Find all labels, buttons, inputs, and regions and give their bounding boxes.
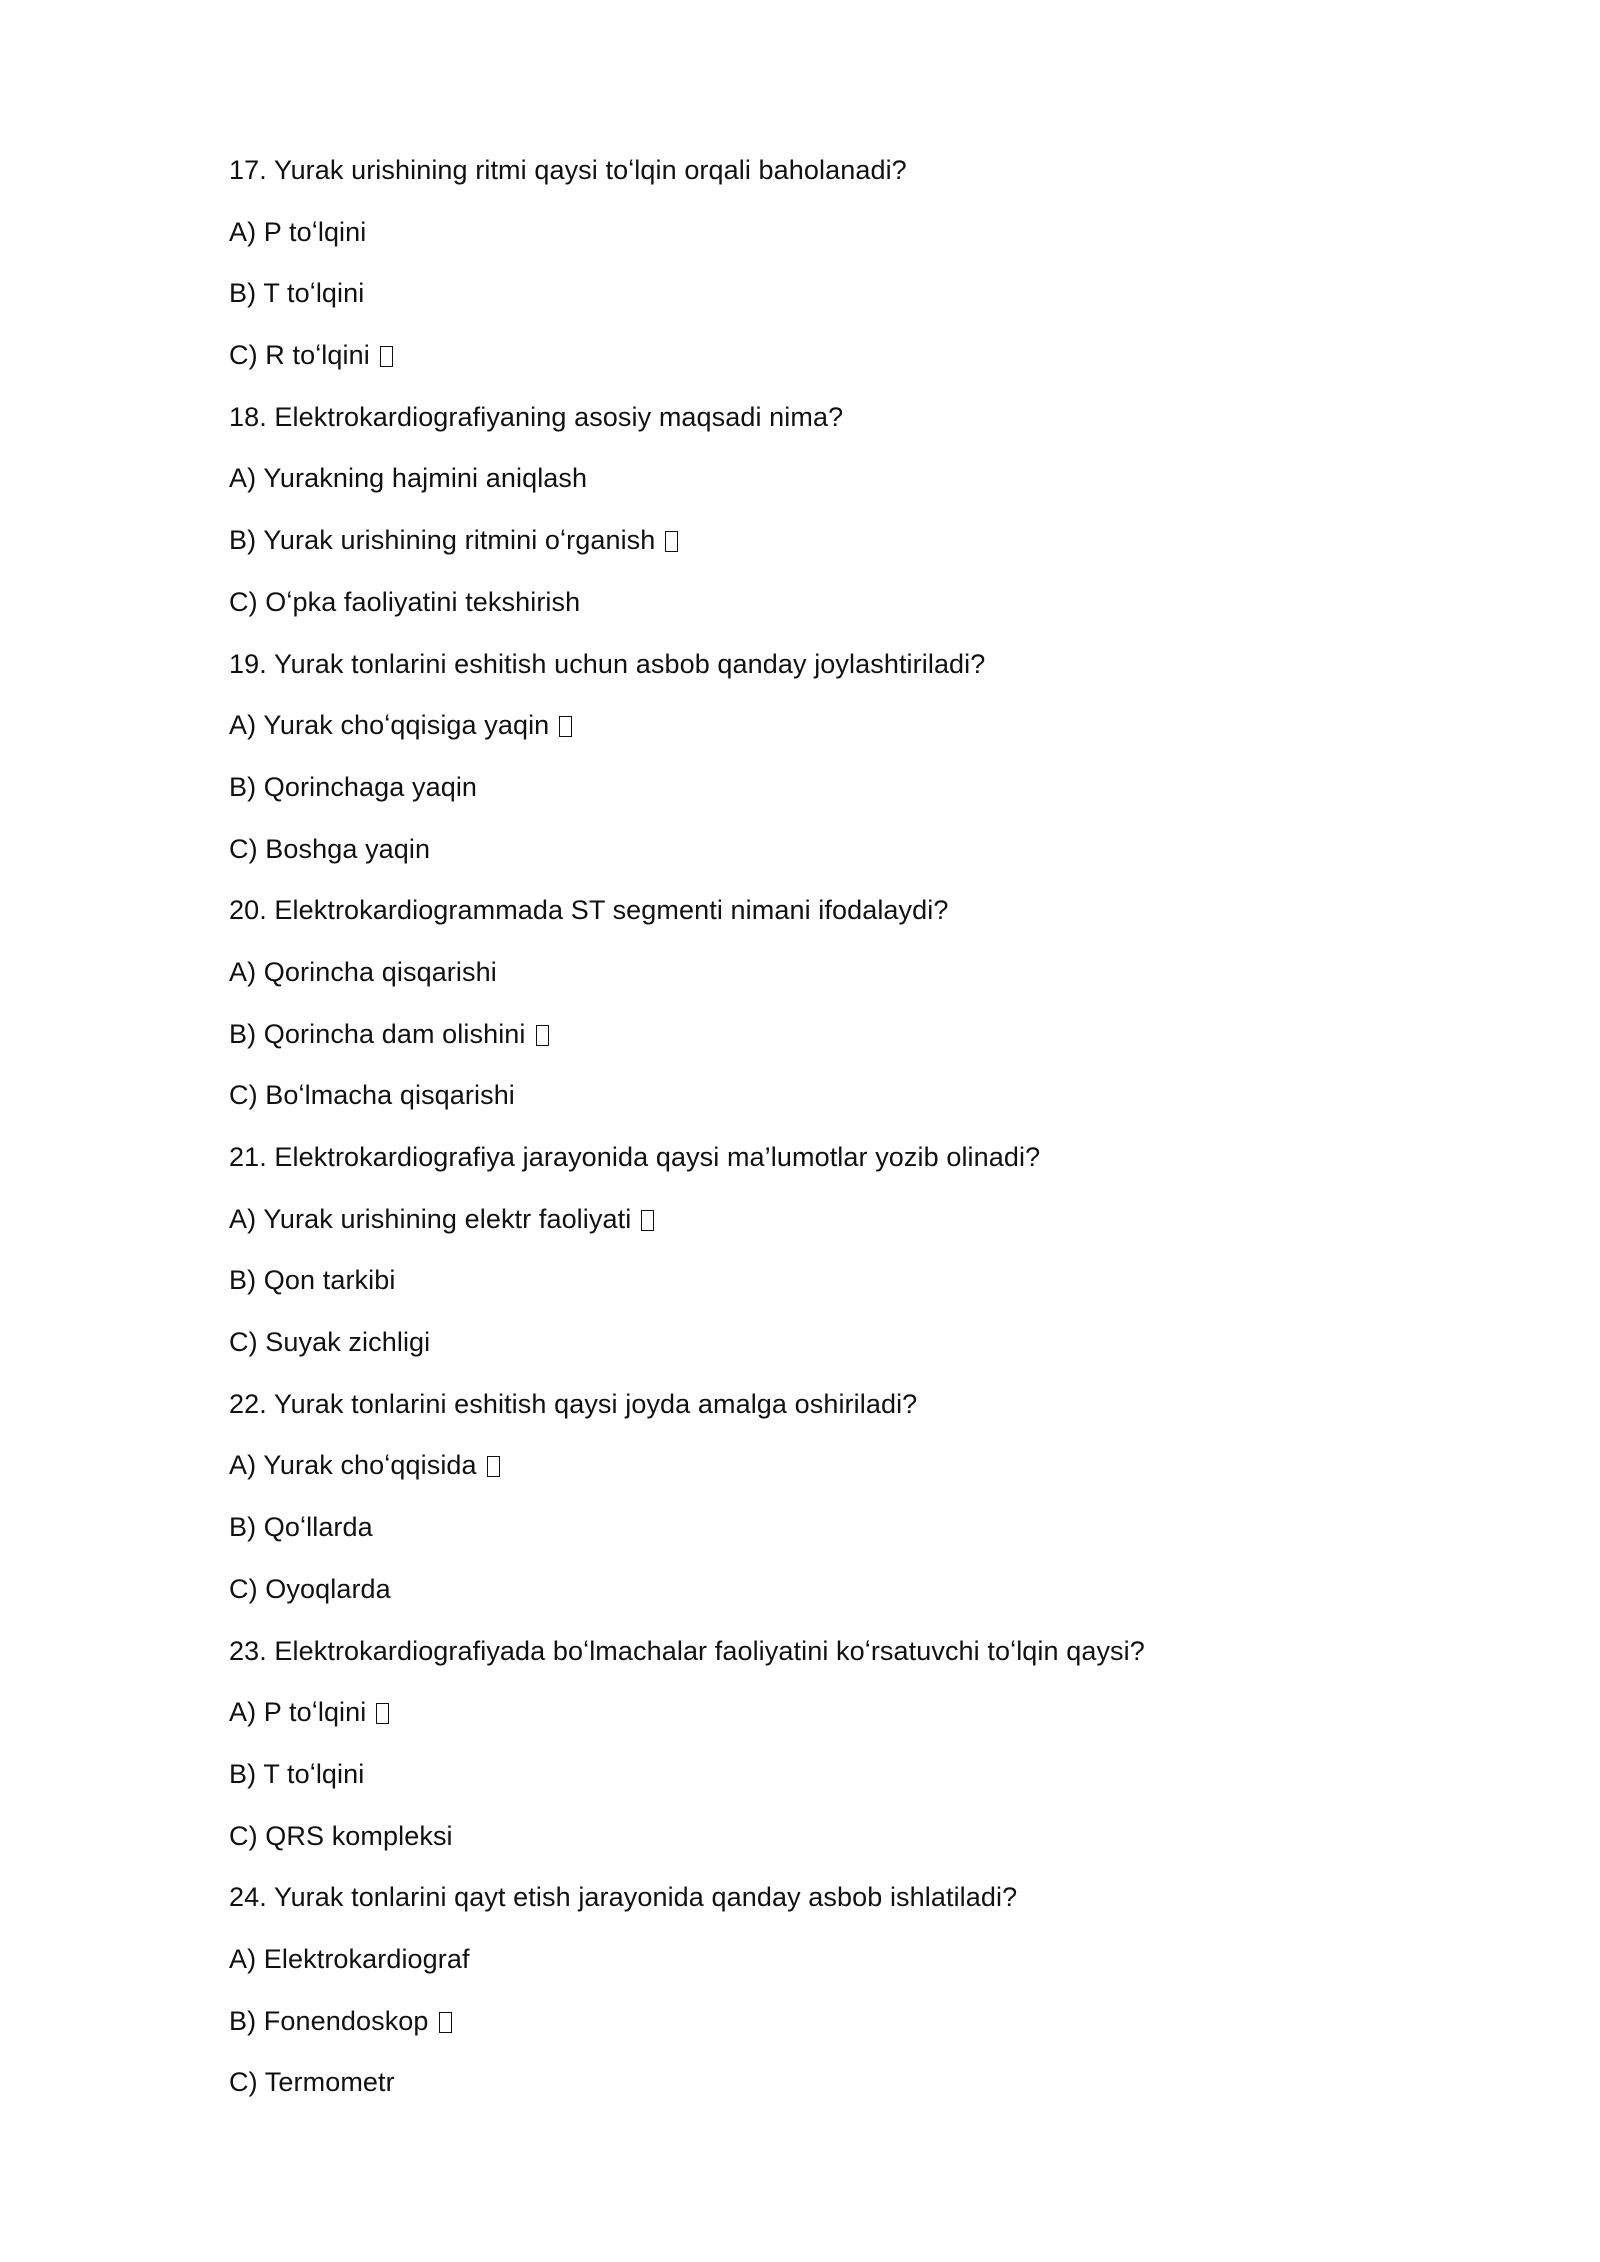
answer-option	[229, 1692, 1429, 1754]
answer-option	[229, 1569, 1429, 1631]
answer-option	[229, 1816, 1429, 1878]
answer-option	[229, 520, 1429, 582]
answer-option-text: B) Qon tarkibi	[229, 1265, 396, 1296]
answer-option	[229, 1075, 1429, 1137]
answer-option	[229, 212, 1429, 274]
question-text: 20. Elektrokardiogrammada ST segmenti nimani ifodalaydi?	[229, 895, 949, 926]
answer-option-text: B) Qorinchaga yaqin	[229, 771, 478, 802]
answer-option-text: B) T toʻlqini	[229, 1758, 365, 1789]
answer-option	[229, 767, 1429, 829]
answer-option-text: A) Yurak urishining elektr faoliyati	[229, 1203, 632, 1234]
answer-option-text: A) P toʻlqini	[229, 216, 367, 247]
question-text: 22. Yurak tonlarini eshitish qaysi joyda amalga oshiriladi?	[229, 1388, 918, 1419]
answer-option-text: A) P toʻlqini	[229, 1697, 367, 1728]
answer-option-text: A) Elektrokardiograf	[229, 1943, 470, 1974]
answer-option	[229, 1754, 1429, 1816]
answer-option-text: A) Yurak choʻqqisida	[229, 1450, 477, 1481]
answer-option-text: C) Oʻpka faoliyatini tekshirish	[229, 586, 581, 617]
answer-option	[229, 273, 1429, 335]
answer-option-text: C) QRS kompleksi	[229, 1820, 453, 1851]
answer-option	[229, 705, 1429, 767]
answer-option	[229, 1260, 1429, 1322]
answer-option	[229, 582, 1429, 644]
answer-option	[229, 829, 1429, 891]
answer-option-text: B) Yurak urishining ritmini oʻrganish	[229, 525, 656, 556]
question-text: 21. Elektrokardiografiya jarayonida qaysi ma’lumotlar yozib olinadi?	[229, 1142, 1041, 1172]
answer-option-text: C) Suyak zichligi	[229, 1327, 431, 1358]
answer-option	[229, 2001, 1429, 2063]
correct-answer-mark-icon	[439, 2012, 452, 2033]
answer-option	[229, 458, 1429, 520]
answer-option	[229, 1445, 1429, 1507]
answer-option	[229, 1014, 1429, 1076]
correct-answer-mark-icon	[641, 1210, 654, 1231]
answer-option-text: B) T toʻlqini	[229, 278, 365, 309]
question-text: 17. Yurak urishining ritmi qaysi toʻlqin orqali baholanadi?	[229, 155, 907, 185]
answer-option	[229, 335, 1429, 397]
answer-option-text: A) Qorincha qisqarishi	[229, 956, 497, 987]
answer-option	[229, 1939, 1429, 2001]
answer-option-text: B) Qoʻllarda	[229, 1512, 373, 1543]
answer-option-text: B) Qorincha dam olishini	[229, 1018, 526, 1049]
correct-answer-mark-icon	[665, 531, 678, 552]
answer-option-text: C) Boshga yaqin	[229, 833, 431, 864]
answer-option-text: B) Fonendoskop	[229, 2005, 429, 2036]
answer-option-text: C) Termometr	[229, 2067, 395, 2098]
correct-answer-mark-icon	[559, 716, 572, 737]
question-text: 23. Elektrokardiografiyada boʻlmachalar faoliyatini koʻrsatuvchi toʻlqin qaysi?	[229, 1635, 1145, 1666]
answer-option	[229, 1507, 1429, 1569]
question-text: 24. Yurak tonlarini qayt etish jarayonida qanday asbob ishlatiladi?	[229, 1882, 1018, 1913]
answer-option-text: A) Yurakning hajmini aniqlash	[229, 463, 588, 494]
answer-option	[229, 952, 1429, 1014]
answer-option	[229, 1322, 1429, 1384]
question-text: 18. Elektrokardiografiyaning asosiy maqsadi nima?	[229, 401, 844, 432]
correct-answer-mark-icon	[376, 1703, 389, 1724]
quiz-list	[229, 150, 1429, 2124]
answer-option-text: C) Oyoqlarda	[229, 1573, 391, 1604]
correct-answer-mark-icon	[487, 1456, 500, 1477]
answer-option-text: A) Yurak choʻqqisiga yaqin	[229, 710, 550, 741]
answer-option-text: C) R toʻlqini	[229, 340, 370, 371]
correct-answer-mark-icon	[536, 1025, 549, 1046]
correct-answer-mark-icon	[380, 346, 393, 367]
answer-option	[229, 1199, 1429, 1261]
answer-option-text: C) Boʻlmacha qisqarishi	[229, 1080, 515, 1111]
answer-option	[229, 2062, 1429, 2124]
question-text: 19. Yurak tonlarini eshitish uchun asbob qanday joylashtiriladi?	[229, 648, 986, 679]
